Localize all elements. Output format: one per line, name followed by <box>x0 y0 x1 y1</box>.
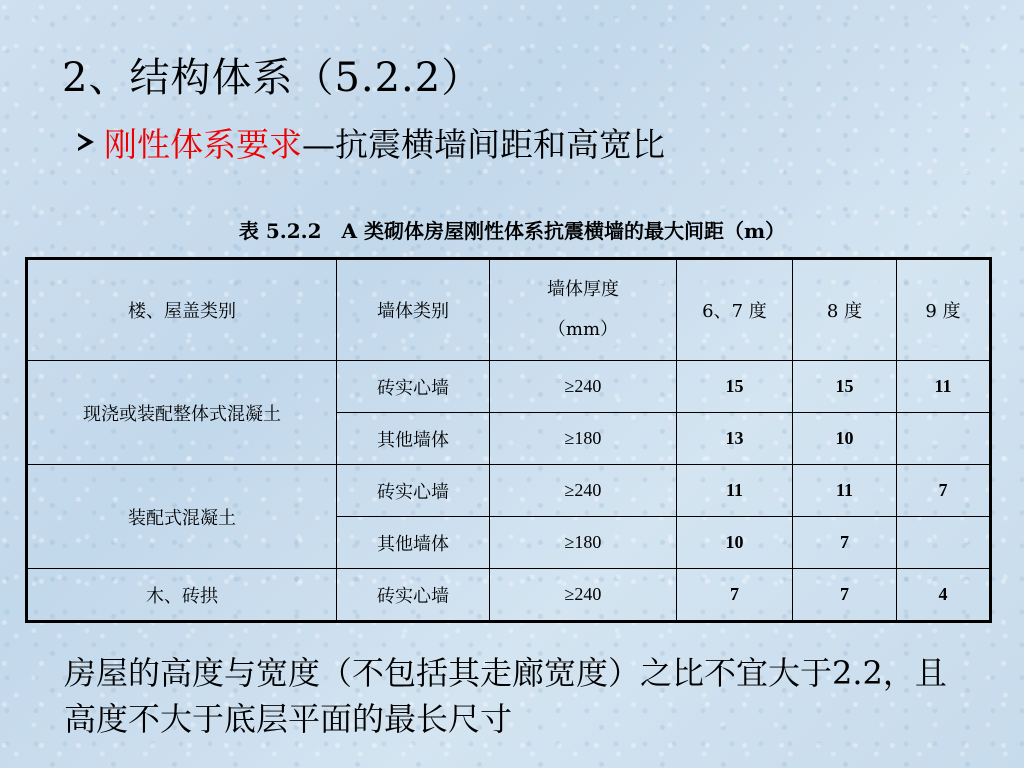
wall-type-cell: 其他墙体 <box>337 413 490 465</box>
deg-8-cell: 10 <box>793 413 897 465</box>
wall-type-cell: 砖实心墙 <box>337 465 490 517</box>
header-deg-6-7: 6、7 度 <box>677 259 793 361</box>
bullet-rest-text: —抗震横墙间距和高宽比 <box>302 124 665 164</box>
deg-9-cell: 11 <box>897 361 991 413</box>
deg-6-7-cell: 15 <box>677 361 793 413</box>
deg-9-cell <box>897 517 991 569</box>
thickness-cell: ≥240 <box>490 569 677 622</box>
header-thickness <box>490 259 677 361</box>
deg-8-cell: 11 <box>793 465 897 517</box>
wall-type-cell: 砖实心墙 <box>337 361 490 413</box>
slide-title: 2、结构体系（5.2.2） <box>62 55 483 101</box>
floor-type-cell: 木、砖拱 <box>27 569 337 622</box>
table-row <box>27 465 991 517</box>
floor-type-cell: 装配式混凝土 <box>27 465 337 569</box>
table-row <box>27 569 991 622</box>
header-floor-type: 楼、屋盖类别 <box>27 259 337 361</box>
deg-6-7-cell: 7 <box>677 569 793 622</box>
bullet-line <box>78 116 665 168</box>
thickness-cell: ≥180 <box>490 413 677 465</box>
thickness-cell: ≥240 <box>490 361 677 413</box>
deg-9-cell: 7 <box>897 465 991 517</box>
deg-8-cell: 15 <box>793 361 897 413</box>
header-thickness-label: 墙体厚度 <box>547 279 619 300</box>
header-deg-8: 8 度 <box>793 259 897 361</box>
thickness-cell: ≥180 <box>490 517 677 569</box>
wall-type-cell: 其他墙体 <box>337 517 490 569</box>
deg-9-cell: 4 <box>897 569 991 622</box>
floor-type-cell: 现浇或装配整体式混凝土 <box>27 361 337 465</box>
footer-text: 房屋的高度与宽度（不包括其走廊宽度）之比不宜大于2.2，且高度不大于底层平面的最长尺寸 <box>64 654 947 738</box>
spacing-table <box>25 257 992 623</box>
header-deg-9: 9 度 <box>897 259 991 361</box>
deg-8-cell: 7 <box>793 517 897 569</box>
deg-6-7-cell: 11 <box>677 465 793 517</box>
wall-type-cell: 砖实心墙 <box>337 569 490 622</box>
deg-6-7-cell: 13 <box>677 413 793 465</box>
thickness-cell: ≥240 <box>490 465 677 517</box>
table-row <box>27 361 991 413</box>
table-caption: 表 5.2.2 A 类砌体房屋刚性体系抗震横墙的最大间距（m） <box>238 219 786 243</box>
table-header-row <box>27 259 991 361</box>
deg-9-cell <box>897 413 991 465</box>
deg-8-cell: 7 <box>793 569 897 622</box>
arrow-bullet-icon <box>78 133 94 151</box>
deg-6-7-cell: 10 <box>677 517 793 569</box>
header-thickness-unit: （mm） <box>547 319 619 340</box>
header-wall-type: 墙体类别 <box>337 259 490 361</box>
bullet-highlight-text: 刚性体系要求 <box>104 124 302 164</box>
